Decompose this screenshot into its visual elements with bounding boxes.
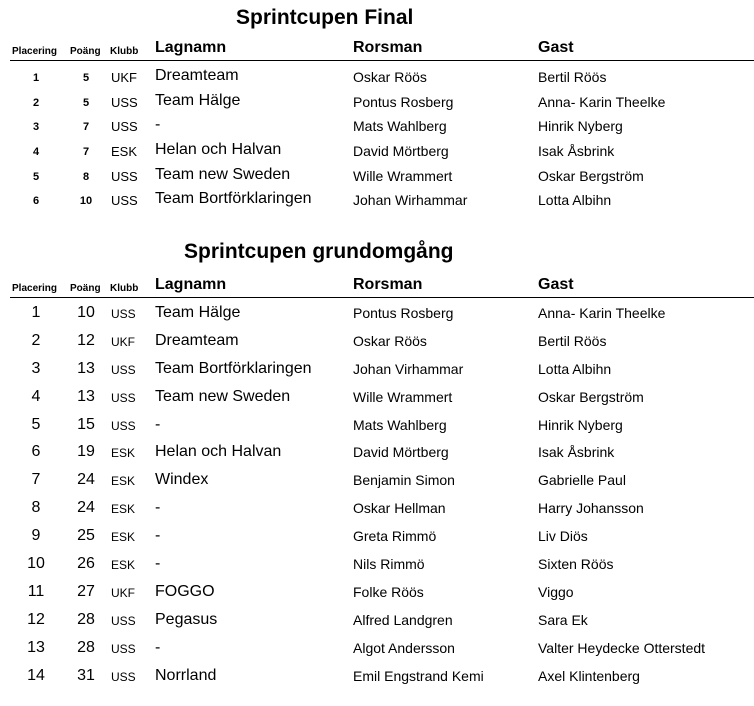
cell-poang: 10 xyxy=(79,195,93,208)
cell-rorsman: Wille Wrammert xyxy=(353,167,453,184)
cell-placering: 1 xyxy=(31,304,41,321)
cell-gast: Harry Johansson xyxy=(538,500,644,517)
cell-poang: 19 xyxy=(77,443,95,461)
cell-placering: 2 xyxy=(31,331,41,349)
cell-placering: 9 xyxy=(31,527,41,545)
cell-rorsman: Alfred Landgren xyxy=(353,611,453,628)
cell-gast: Oskar Bergström xyxy=(538,167,644,184)
cell-klubb: USS xyxy=(111,307,136,321)
cell-rorsman: Benjamin Simon xyxy=(353,472,455,489)
header-rorsman: Rorsman xyxy=(353,276,423,293)
header-poang: Poäng xyxy=(70,46,101,57)
cell-placering: 5 xyxy=(31,415,41,433)
cell-placering: 3 xyxy=(32,121,40,134)
cell-placering: 6 xyxy=(32,195,40,208)
cell-gast: Sixten Röös xyxy=(538,556,614,573)
header-klubb: Klubb xyxy=(110,46,139,57)
cell-poang: 13 xyxy=(77,387,95,405)
cell-rorsman: Oskar Röös xyxy=(353,332,427,349)
cell-lagnamn: Team new Sweden xyxy=(155,387,291,405)
cell-gast: Hinrik Nyberg xyxy=(538,118,623,135)
cell-placering: 3 xyxy=(31,359,41,377)
table-row xyxy=(0,550,754,578)
cell-poang: 7 xyxy=(82,146,90,159)
cell-klubb: ESK xyxy=(111,446,136,461)
cell-lagnamn: Norrland xyxy=(155,666,217,684)
cell-lagnamn: Dreamteam xyxy=(155,331,239,349)
table-row xyxy=(0,438,754,466)
cell-placering: 4 xyxy=(32,146,40,159)
cell-lagnamn: Dreamteam xyxy=(155,67,239,84)
cell-rorsman: Folke Röös xyxy=(353,583,424,600)
header-divider xyxy=(10,60,754,61)
header-gast: Gast xyxy=(538,39,574,56)
table-row xyxy=(0,466,754,494)
cell-poang: 28 xyxy=(77,638,95,656)
cell-lagnamn: Pegasus xyxy=(155,610,218,628)
cell-klubb: USS xyxy=(111,119,138,135)
cell-gast: Viggo xyxy=(538,583,574,600)
cell-poang: 28 xyxy=(77,610,95,628)
cell-klubb: UKF xyxy=(111,334,135,349)
table-row xyxy=(0,411,754,439)
cell-klubb: UKF xyxy=(111,70,137,85)
table-row xyxy=(0,522,754,550)
cell-rorsman: Johan Wirhammar xyxy=(353,192,468,209)
cell-placering: 11 xyxy=(27,582,45,600)
cell-gast: Gabrielle Paul xyxy=(538,472,626,489)
cell-placering: 8 xyxy=(31,499,41,517)
cell-lagnamn: Windex xyxy=(155,471,209,489)
cell-lagnamn: Team Bortförklaringen xyxy=(155,190,312,208)
header-gast: Gast xyxy=(538,276,574,293)
header-klubb: Klubb xyxy=(110,283,139,294)
cell-lagnamn: Team Hälge xyxy=(155,91,241,109)
cell-klubb: USS xyxy=(111,641,136,656)
table-row xyxy=(0,89,754,114)
cell-poang: 5 xyxy=(82,96,90,109)
grund-title: Sprintcupen grundomgång xyxy=(184,240,454,263)
table-row xyxy=(0,113,754,138)
cell-rorsman: Emil Engstrand Kemi xyxy=(353,667,484,684)
cell-lagnamn: - xyxy=(155,415,161,433)
cell-poang: 13 xyxy=(77,359,95,377)
cell-rorsman: David Mörtberg xyxy=(353,143,449,160)
cell-gast: Lotta Albihn xyxy=(538,360,612,377)
cell-klubb: ESK xyxy=(111,474,136,489)
table-row xyxy=(0,634,754,662)
cell-poang: 10 xyxy=(77,304,95,321)
cell-lagnamn: Team new Sweden xyxy=(155,165,291,183)
header-lagnamn: Lagnamn xyxy=(155,39,227,56)
table-row xyxy=(0,355,754,383)
cell-klubb: ESK xyxy=(111,144,138,160)
cell-lagnamn: - xyxy=(155,499,161,517)
table-row xyxy=(0,383,754,411)
table-row xyxy=(0,578,754,606)
grund-header-row xyxy=(0,274,754,298)
header-lagnamn: Lagnamn xyxy=(155,276,227,293)
cell-lagnamn: Helan och Halvan xyxy=(155,443,282,461)
cell-gast: Isak Åsbrink xyxy=(538,444,615,461)
cell-poang: 5 xyxy=(82,72,90,84)
cell-placering: 7 xyxy=(31,471,41,489)
cell-klubb: USS xyxy=(111,613,136,628)
cell-rorsman: Algot Andersson xyxy=(353,639,455,656)
cell-lagnamn: - xyxy=(155,116,161,134)
cell-placering: 12 xyxy=(27,610,45,628)
table-row xyxy=(0,327,754,355)
cell-lagnamn: Team Hälge xyxy=(155,304,241,321)
cell-klubb: USS xyxy=(111,168,138,184)
cell-poang: 25 xyxy=(77,527,95,545)
header-divider xyxy=(10,297,754,298)
cell-rorsman: Oskar Hellman xyxy=(353,500,446,517)
cell-gast: Sara Ek xyxy=(538,611,588,628)
cell-rorsman: Greta Rimmö xyxy=(353,528,437,545)
cell-klubb: ESK xyxy=(111,502,136,517)
cell-klubb: ESK xyxy=(111,558,136,573)
cell-gast: Bertil Röös xyxy=(538,69,607,85)
cell-gast: Liv Diös xyxy=(538,528,588,545)
grund-table xyxy=(0,299,754,689)
cell-placering: 4 xyxy=(31,387,41,405)
table-row xyxy=(0,606,754,634)
table-row xyxy=(0,299,754,327)
cell-lagnamn: - xyxy=(155,638,161,656)
cell-gast: Valter Heydecke Otterstedt xyxy=(538,639,706,656)
cell-gast: Isak Åsbrink xyxy=(538,143,615,160)
final-table xyxy=(0,64,754,212)
cell-gast: Axel Klintenberg xyxy=(538,667,640,684)
cell-klubb: USS xyxy=(111,362,136,377)
cell-rorsman: Wille Wrammert xyxy=(353,388,453,405)
cell-klubb: USS xyxy=(111,669,136,684)
cell-gast: Oskar Bergström xyxy=(538,388,644,405)
cell-klubb: USS xyxy=(111,390,136,405)
table-row xyxy=(0,662,754,690)
cell-poang: 8 xyxy=(82,170,90,183)
table-row xyxy=(0,494,754,522)
cell-klubb: UKF xyxy=(111,585,135,600)
cell-placering: 10 xyxy=(27,555,45,573)
cell-lagnamn: FOGGO xyxy=(155,582,215,600)
header-placering: Placering xyxy=(12,46,58,57)
cell-gast: Hinrik Nyberg xyxy=(538,416,623,433)
cell-poang: 7 xyxy=(82,121,90,134)
cell-poang: 15 xyxy=(77,415,95,433)
table-row xyxy=(0,187,754,212)
cell-klubb: USS xyxy=(111,193,138,209)
table-row xyxy=(0,64,754,89)
final-header-row xyxy=(0,37,754,61)
cell-rorsman: Johan Virhammar xyxy=(353,360,464,377)
cell-rorsman: Pontus Rosberg xyxy=(353,93,454,110)
cell-gast: Lotta Albihn xyxy=(538,192,612,209)
header-rorsman: Rorsman xyxy=(353,39,423,56)
final-title: Sprintcupen Final xyxy=(236,6,414,29)
table-row xyxy=(0,163,754,188)
header-poang: Poäng xyxy=(70,283,101,294)
cell-lagnamn: - xyxy=(155,527,161,545)
cell-rorsman: Nils Rimmö xyxy=(353,556,425,573)
header-placering: Placering xyxy=(12,283,58,294)
cell-placering: 13 xyxy=(27,638,45,656)
cell-lagnamn: Team Bortförklaringen xyxy=(155,359,312,377)
cell-rorsman: Mats Wahlberg xyxy=(353,118,447,135)
cell-placering: 1 xyxy=(32,72,40,84)
cell-poang: 12 xyxy=(77,331,95,349)
cell-rorsman: David Mörtberg xyxy=(353,444,449,461)
cell-klubb: USS xyxy=(111,418,136,433)
cell-gast: Anna- Karin Theelke xyxy=(538,305,666,321)
cell-lagnamn: Helan och Halvan xyxy=(155,141,282,159)
cell-placering: 5 xyxy=(32,170,40,183)
cell-rorsman: Oskar Röös xyxy=(353,69,427,85)
cell-gast: Anna- Karin Theelke xyxy=(538,93,666,110)
cell-rorsman: Mats Wahlberg xyxy=(353,416,447,433)
cell-klubb: ESK xyxy=(111,530,136,545)
cell-placering: 6 xyxy=(31,443,41,461)
cell-klubb: USS xyxy=(111,94,138,110)
cell-poang: 26 xyxy=(77,555,95,573)
cell-placering: 2 xyxy=(32,96,40,109)
cell-gast: Bertil Röös xyxy=(538,332,607,349)
cell-poang: 31 xyxy=(77,666,95,684)
cell-poang: 24 xyxy=(77,499,95,517)
cell-placering: 14 xyxy=(27,666,45,684)
table-row xyxy=(0,138,754,163)
cell-poang: 24 xyxy=(77,471,95,489)
cell-poang: 27 xyxy=(77,582,95,600)
cell-rorsman: Pontus Rosberg xyxy=(353,305,454,321)
cell-lagnamn: - xyxy=(155,555,161,573)
